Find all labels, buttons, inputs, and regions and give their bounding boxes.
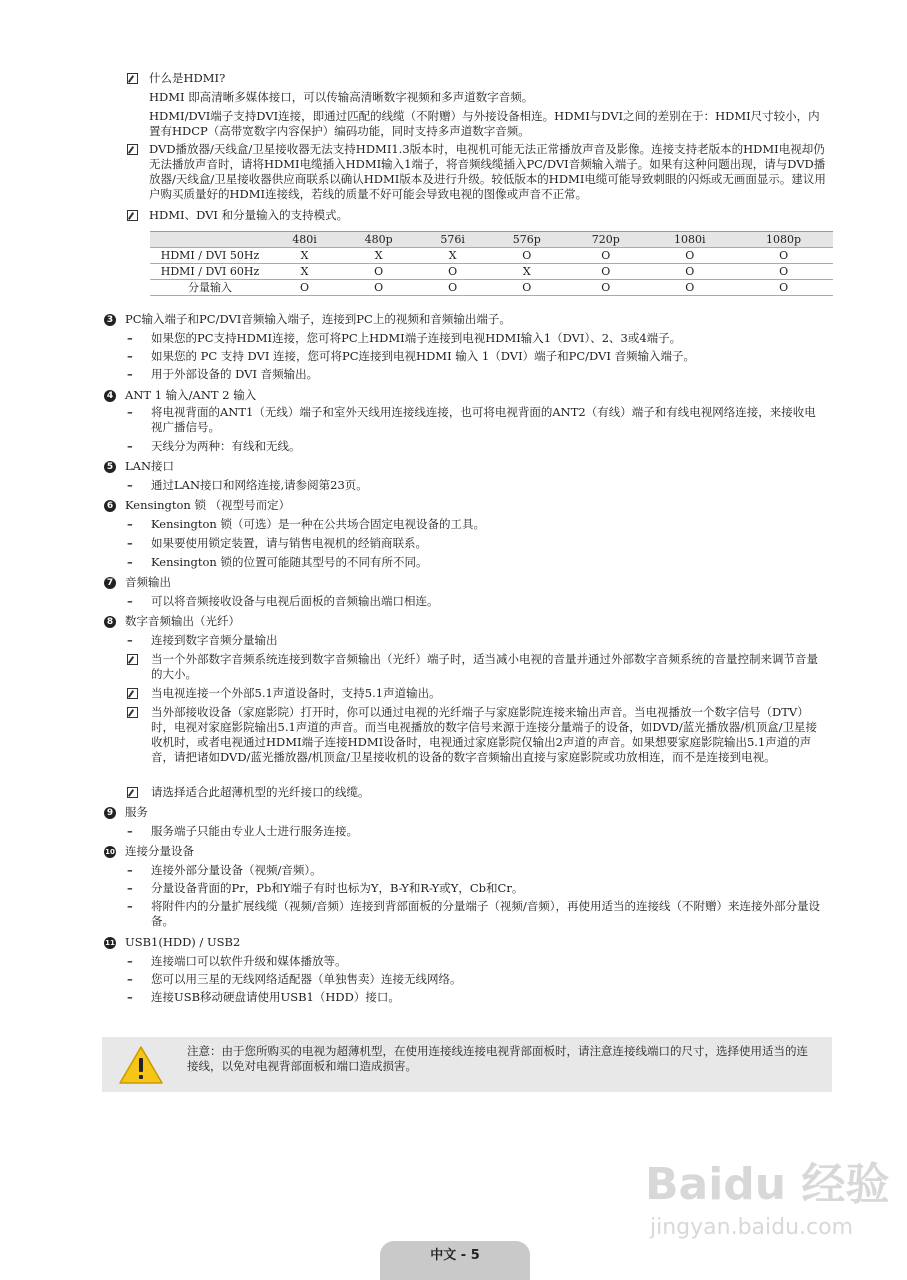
dash: –: [127, 863, 133, 877]
list-item-text: 您可以用三星的无线网络适配器（单独售卖）连接无线网络。: [151, 972, 462, 986]
note-text: DVD播放器/天线盒/卫星接收器无法支持HDMI1.3版本时，电视机可能无法正常播放声音及影像。连接支持老版本的HDMI电视却仍无法播放声音时，请将HDMI电缆插入HDMI输入1端子，将音频线缆插入PC/DVI音频输入端子。如果有这种问题出现，请与DVD播放器/天线盒/卫星接收器供应商联系以确认HDMI版本及进行升级。较低版本的HDMI电缆可能导致刺眼的闪烁或无画面显示。建议用户购买质量好的HDMI连接线，若线的质量不好可能会导致电视的图像或声音不正常。: [149, 142, 826, 201]
table-cell: X: [339, 248, 418, 264]
note-icon: [127, 787, 138, 798]
note-text: 当一个外部数字音频系统连接到数字音频输出（光纤）端子时，适当减小电视的音量并通过外部数字音频系统的音量控制来调节音量的大小。: [151, 652, 818, 681]
note-text: 当电视连接一个外部5.1声道设备时，支持5.1声道输出。: [151, 686, 441, 700]
note-home-theater: [127, 705, 827, 765]
note-text: HDMI、DVI 和分量输入的支持模式。: [149, 208, 349, 222]
section-number-11: 11: [105, 939, 115, 947]
section-title: USB1(HDD) / USB2: [125, 935, 241, 949]
section-title: 音频输出: [125, 575, 171, 589]
table-cell: O: [339, 264, 418, 280]
dash: –: [127, 367, 133, 381]
note-dvd-hdmi13: [127, 142, 827, 202]
note-text: 请选择适合此超薄机型的光纤接口的线缆。: [151, 785, 370, 799]
warning-box: [102, 1037, 832, 1092]
dash: –: [127, 349, 133, 363]
list-item: [127, 972, 827, 987]
note-icon: [127, 707, 138, 718]
note-51-channel: [127, 686, 827, 701]
section-title: 服务: [125, 805, 148, 819]
dash: –: [127, 439, 133, 453]
list-item-text: 如果您的 PC 支持 DVI 连接，您可将PC连接到电视HDMI 输入 1（DVI）端子和PC/DVI 音频输入端子。: [151, 349, 696, 363]
list-item-text: 将电视背面的ANT1（无线）端子和室外天线用连接线连接，也可将电视背面的ANT2（有线）端子和有线电视网络连接，来接收电视广播信号。: [151, 405, 816, 434]
table-cell: O: [339, 280, 418, 296]
section-title: 数字音频输出（光纤）: [125, 614, 240, 628]
warning-icon: [118, 1045, 164, 1085]
page-number-tab: 中文 - 5: [380, 1241, 530, 1280]
table-row: [150, 280, 833, 296]
dash: –: [127, 536, 133, 550]
list-item-text: 将附件内的分量扩展线缆（视频/音频）连接到背部面板的分量端子（视频/音频），再使用适当的连接线（不附赠）来连接外部分量设备。: [151, 899, 820, 928]
list-item: [127, 367, 827, 382]
table-cell: O: [270, 280, 339, 296]
table-header-cell: 480i: [270, 232, 339, 248]
section-number-5: 5: [104, 461, 116, 473]
dash: –: [127, 331, 133, 345]
note-icon: [127, 73, 138, 84]
list-item: [127, 594, 827, 609]
list-item-text: 如果要使用锁定装置，请与销售电视机的经销商联系。: [151, 536, 427, 550]
table-cell: O: [418, 264, 487, 280]
list-item: [127, 536, 827, 551]
dash: –: [127, 517, 133, 531]
table-cell: O: [734, 280, 833, 296]
table-cell: HDMI / DVI 60Hz: [150, 264, 270, 280]
section-number-9: 9: [104, 807, 116, 819]
table-cell: O: [645, 264, 734, 280]
list-item: [127, 478, 827, 493]
list-item: [127, 954, 827, 969]
note-volume: [127, 652, 827, 682]
warning-text: 注意：由于您所购买的电视为超薄机型，在使用连接线连接电视背部面板时，请注意连接线端口的尺寸，选择使用适当的连接线，以免对电视背部面板和端口造成损害。: [187, 1044, 808, 1073]
list-item-text: 如果您的PC支持HDMI连接，您可将PC上HDMI端子连接到电视HDMI输入1（DVI）、2、3或4端子。: [151, 331, 682, 345]
table-cell: O: [734, 248, 833, 264]
table-header-cell: 720p: [566, 232, 645, 248]
table-header-cell: 1080p: [734, 232, 833, 248]
table-cell: O: [487, 280, 566, 296]
table-cell: O: [566, 248, 645, 264]
list-item: [127, 990, 827, 1005]
table-cell: X: [270, 248, 339, 264]
table-cell: X: [418, 248, 487, 264]
note-text: 当外部接收设备（家庭影院）打开时，你可以通过电视的光纤端子与家庭影院连接来输出声音。当电视播放一个数字信号（DTV）时，电视对家庭影院输出5.1声道的声音。而当电视播放的数字信号来源于连接分量端子的设备，如DVD/蓝光播放器/机顶盒/卫星接收机时，或者电视通过HDMI端子连接HDMI设备时，电视通过家庭影院仅输出2声道的声音。如果想要家庭影院输出5.1声道的声音，请把诸如DVD/蓝光播放器/机顶盒/卫星接收机的设备的数字音频输出直接与家庭影院或功放相连，而不是连接到电视。: [151, 705, 817, 764]
dash: –: [127, 972, 133, 986]
section-title: Kensington 锁 （视型号而定）: [125, 498, 291, 512]
table-cell: O: [418, 280, 487, 296]
table-cell: O: [487, 248, 566, 264]
dash: –: [127, 881, 133, 895]
section-number-3: 3: [104, 314, 116, 326]
dash: –: [127, 824, 133, 838]
table-cell: 分量输入: [150, 280, 270, 296]
dash: –: [127, 405, 133, 419]
note-icon: [127, 654, 138, 665]
list-item-text: 服务端子只能由专业人士进行服务连接。: [151, 824, 358, 838]
note-line: 什么是HDMI?: [149, 71, 226, 85]
list-item: [127, 824, 827, 839]
section-number-7: 7: [104, 577, 116, 589]
dash: –: [127, 555, 133, 569]
section-title: PC输入端子和PC/DVI音频输入端子，连接到PC上的视频和音频输出端子。: [125, 312, 511, 326]
table-header-cell: 480p: [339, 232, 418, 248]
list-item-text: Kensington 锁（可选）是一种在公共场合固定电视设备的工具。: [151, 517, 485, 531]
list-item: [127, 555, 827, 570]
list-item: [127, 517, 827, 532]
table-header-cell: 576i: [418, 232, 487, 248]
note-supported-modes: [127, 208, 827, 223]
table-cell: O: [734, 264, 833, 280]
list-item-text: 天线分为两种：有线和无线。: [151, 439, 301, 453]
table-cell: X: [487, 264, 566, 280]
baidu-watermark: [640, 1145, 890, 1255]
table-cell: X: [270, 264, 339, 280]
list-item-text: 通过LAN接口和网络连接,请参阅第23页。: [151, 478, 368, 492]
list-item-text: 可以将音频接收设备与电视后面板的音频输出端口相连。: [151, 594, 439, 608]
list-item: [127, 633, 827, 648]
note-icon: [127, 688, 138, 699]
watermark-brand: Baidu 经验: [645, 1159, 890, 1210]
table-header-cell: 1080i: [645, 232, 734, 248]
note-what-is-hdmi: [127, 71, 827, 139]
section-number-6: 6: [104, 500, 116, 512]
list-item: [127, 331, 827, 346]
list-item: [127, 439, 827, 454]
section-number-10: 10: [105, 848, 115, 856]
table-cell: O: [566, 280, 645, 296]
section-number-4: 4: [104, 390, 116, 402]
list-item-text: 连接外部分量设备（视频/音频）。: [151, 863, 322, 877]
table-row: [150, 248, 833, 264]
section-title: LAN接口: [125, 459, 175, 473]
table-cell: O: [645, 280, 734, 296]
dash: –: [127, 990, 133, 1004]
list-item-text: 分量设备背面的Pr，Pb和Y端子有时也标为Y，B-Y和R-Y或Y，Cb和Cr。: [151, 881, 524, 895]
table-header-row: [150, 232, 833, 248]
table-cell: O: [645, 248, 734, 264]
list-item-text: 连接USB移动硬盘请使用USB1（HDD）接口。: [151, 990, 400, 1004]
section-title: 连接分量设备: [125, 844, 194, 858]
note-optical-cable: [127, 785, 827, 800]
dash: –: [127, 899, 133, 913]
table-header-cell: 576p: [487, 232, 566, 248]
dash: –: [127, 633, 133, 647]
list-item: [127, 405, 827, 435]
section-number-8: 8: [104, 616, 116, 628]
list-item-text: 用于外部设备的 DVI 音频输出。: [151, 367, 319, 381]
note-line: HDMI/DVI端子支持DVI连接，即通过匹配的线缆（不附赠）与外接设备相连。HDMI与DVI之间的差别在于：HDMI尺寸较小，内置有HDCP（高带宽数字内容保护）编码功能，同时支持多声道数字音频。: [149, 109, 820, 138]
dash: –: [127, 954, 133, 968]
dash: –: [127, 594, 133, 608]
list-item-text: 连接端口可以软件升级和媒体播放等。: [151, 954, 347, 968]
table-cell: HDMI / DVI 50Hz: [150, 248, 270, 264]
table-row: [150, 264, 833, 280]
note-line: HDMI 即高清晰多媒体接口，可以传输高清晰数字视频和多声道数字音频。: [149, 90, 534, 104]
supported-modes-table: [150, 231, 833, 296]
note-icon: [127, 144, 138, 155]
list-item: [127, 899, 827, 929]
list-item: [127, 881, 827, 896]
table-header-cell: [150, 232, 270, 248]
watermark-url: jingyan.baidu.com: [650, 1215, 854, 1240]
list-item: [127, 349, 827, 364]
table-cell: O: [566, 264, 645, 280]
note-icon: [127, 210, 138, 221]
dash: –: [127, 478, 133, 492]
list-item: [127, 863, 827, 878]
section-title: ANT 1 输入/ANT 2 输入: [125, 388, 257, 402]
list-item-text: 连接到数字音频分量输出: [151, 633, 278, 647]
list-item-text: Kensington 锁的位置可能随其型号的不同有所不同。: [151, 555, 428, 569]
